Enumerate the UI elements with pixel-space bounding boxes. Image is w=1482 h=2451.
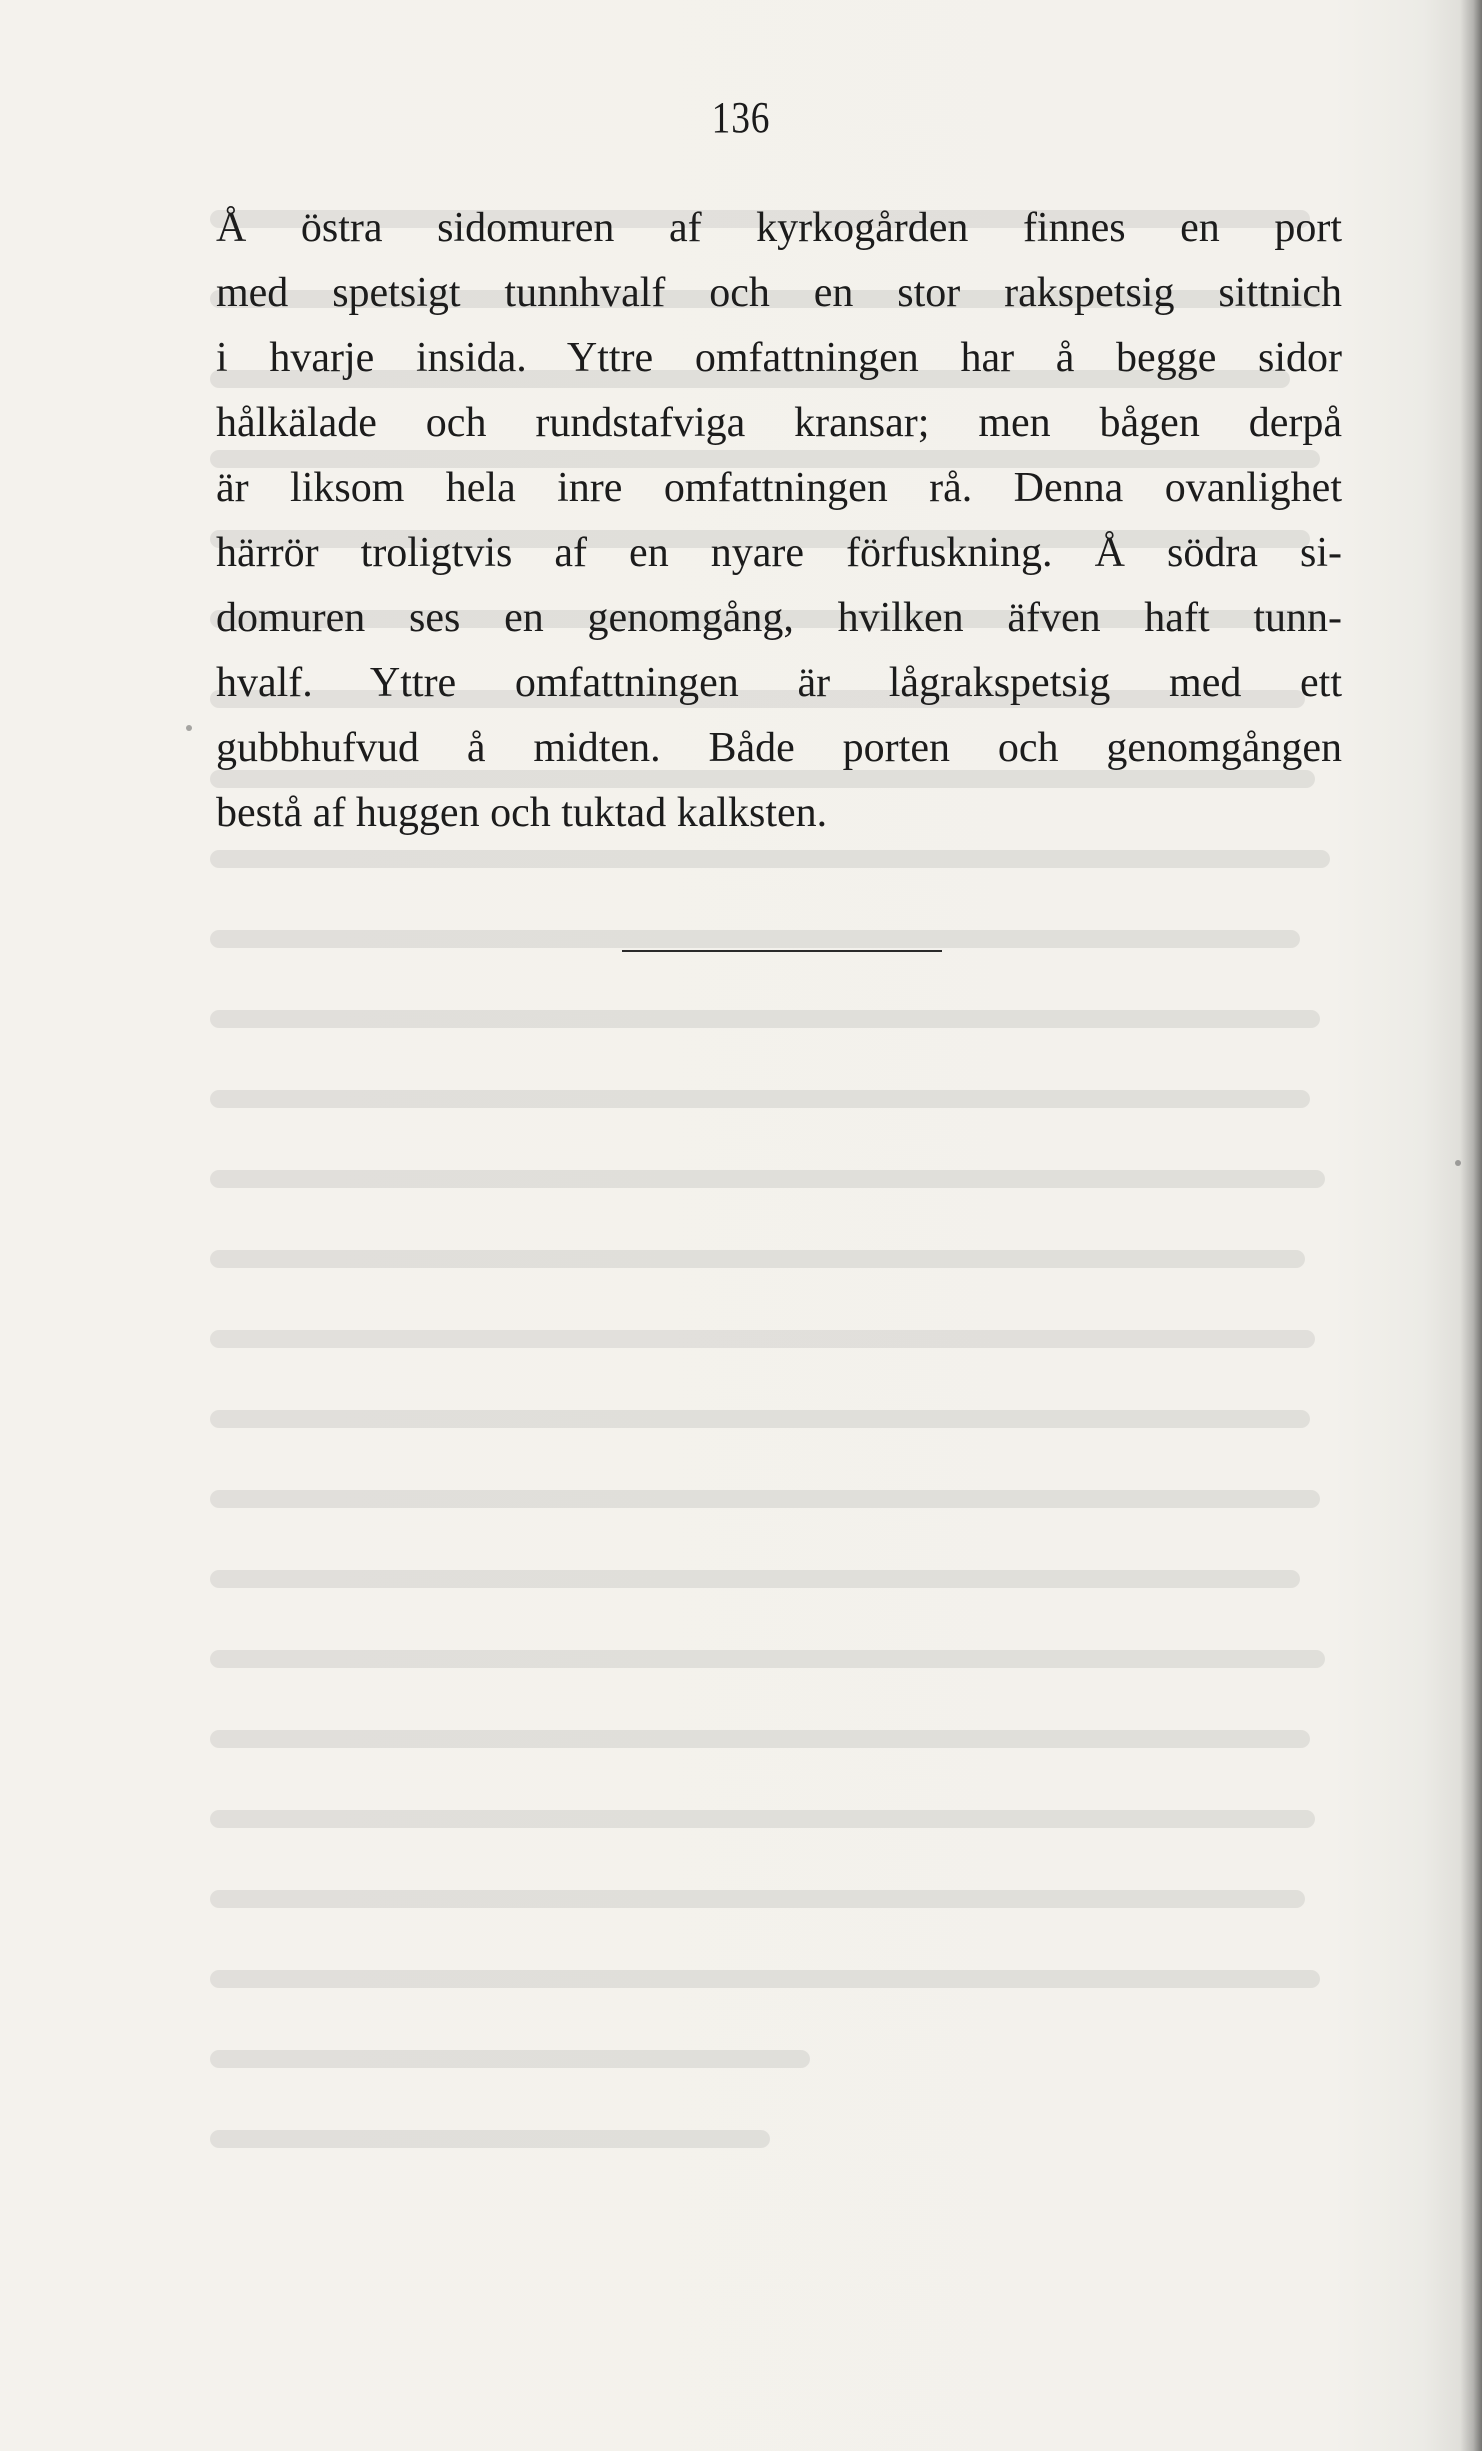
section-divider bbox=[622, 950, 942, 952]
text-line: är liksom hela inre omfattningen rå. Denna ovanlighet bbox=[216, 465, 1342, 511]
paragraph bbox=[216, 196, 1342, 846]
ink-speck bbox=[186, 725, 192, 731]
text-line: med spetsigt tunnhvalf och en stor rakspetsig sittnich bbox=[216, 270, 1342, 316]
text-line: gubbhufvud å midten. Både porten och genomgången bbox=[216, 725, 1342, 771]
text-line: domuren ses en genomgång, hvilken äfven haft tunn- bbox=[216, 595, 1342, 641]
page-number: 136 bbox=[711, 93, 771, 142]
text-line: bestå af huggen och tuktad kalksten. bbox=[216, 790, 828, 836]
page-edge-shadow bbox=[1460, 0, 1482, 2451]
text-line: i hvarje insida. Yttre omfattningen har å begge sidor bbox=[216, 335, 1342, 381]
text-line: härrör troligtvis af en nyare förfuskning. Å södra si- bbox=[216, 530, 1342, 576]
text-line: Å östra sidomuren af kyrkogården finnes en port bbox=[216, 205, 1342, 251]
text-line: hvalf. Yttre omfattningen är lågrakspetsig med ett bbox=[216, 660, 1342, 706]
text-line: hålkälade och rundstafviga kransar; men bågen derpå bbox=[216, 400, 1342, 446]
